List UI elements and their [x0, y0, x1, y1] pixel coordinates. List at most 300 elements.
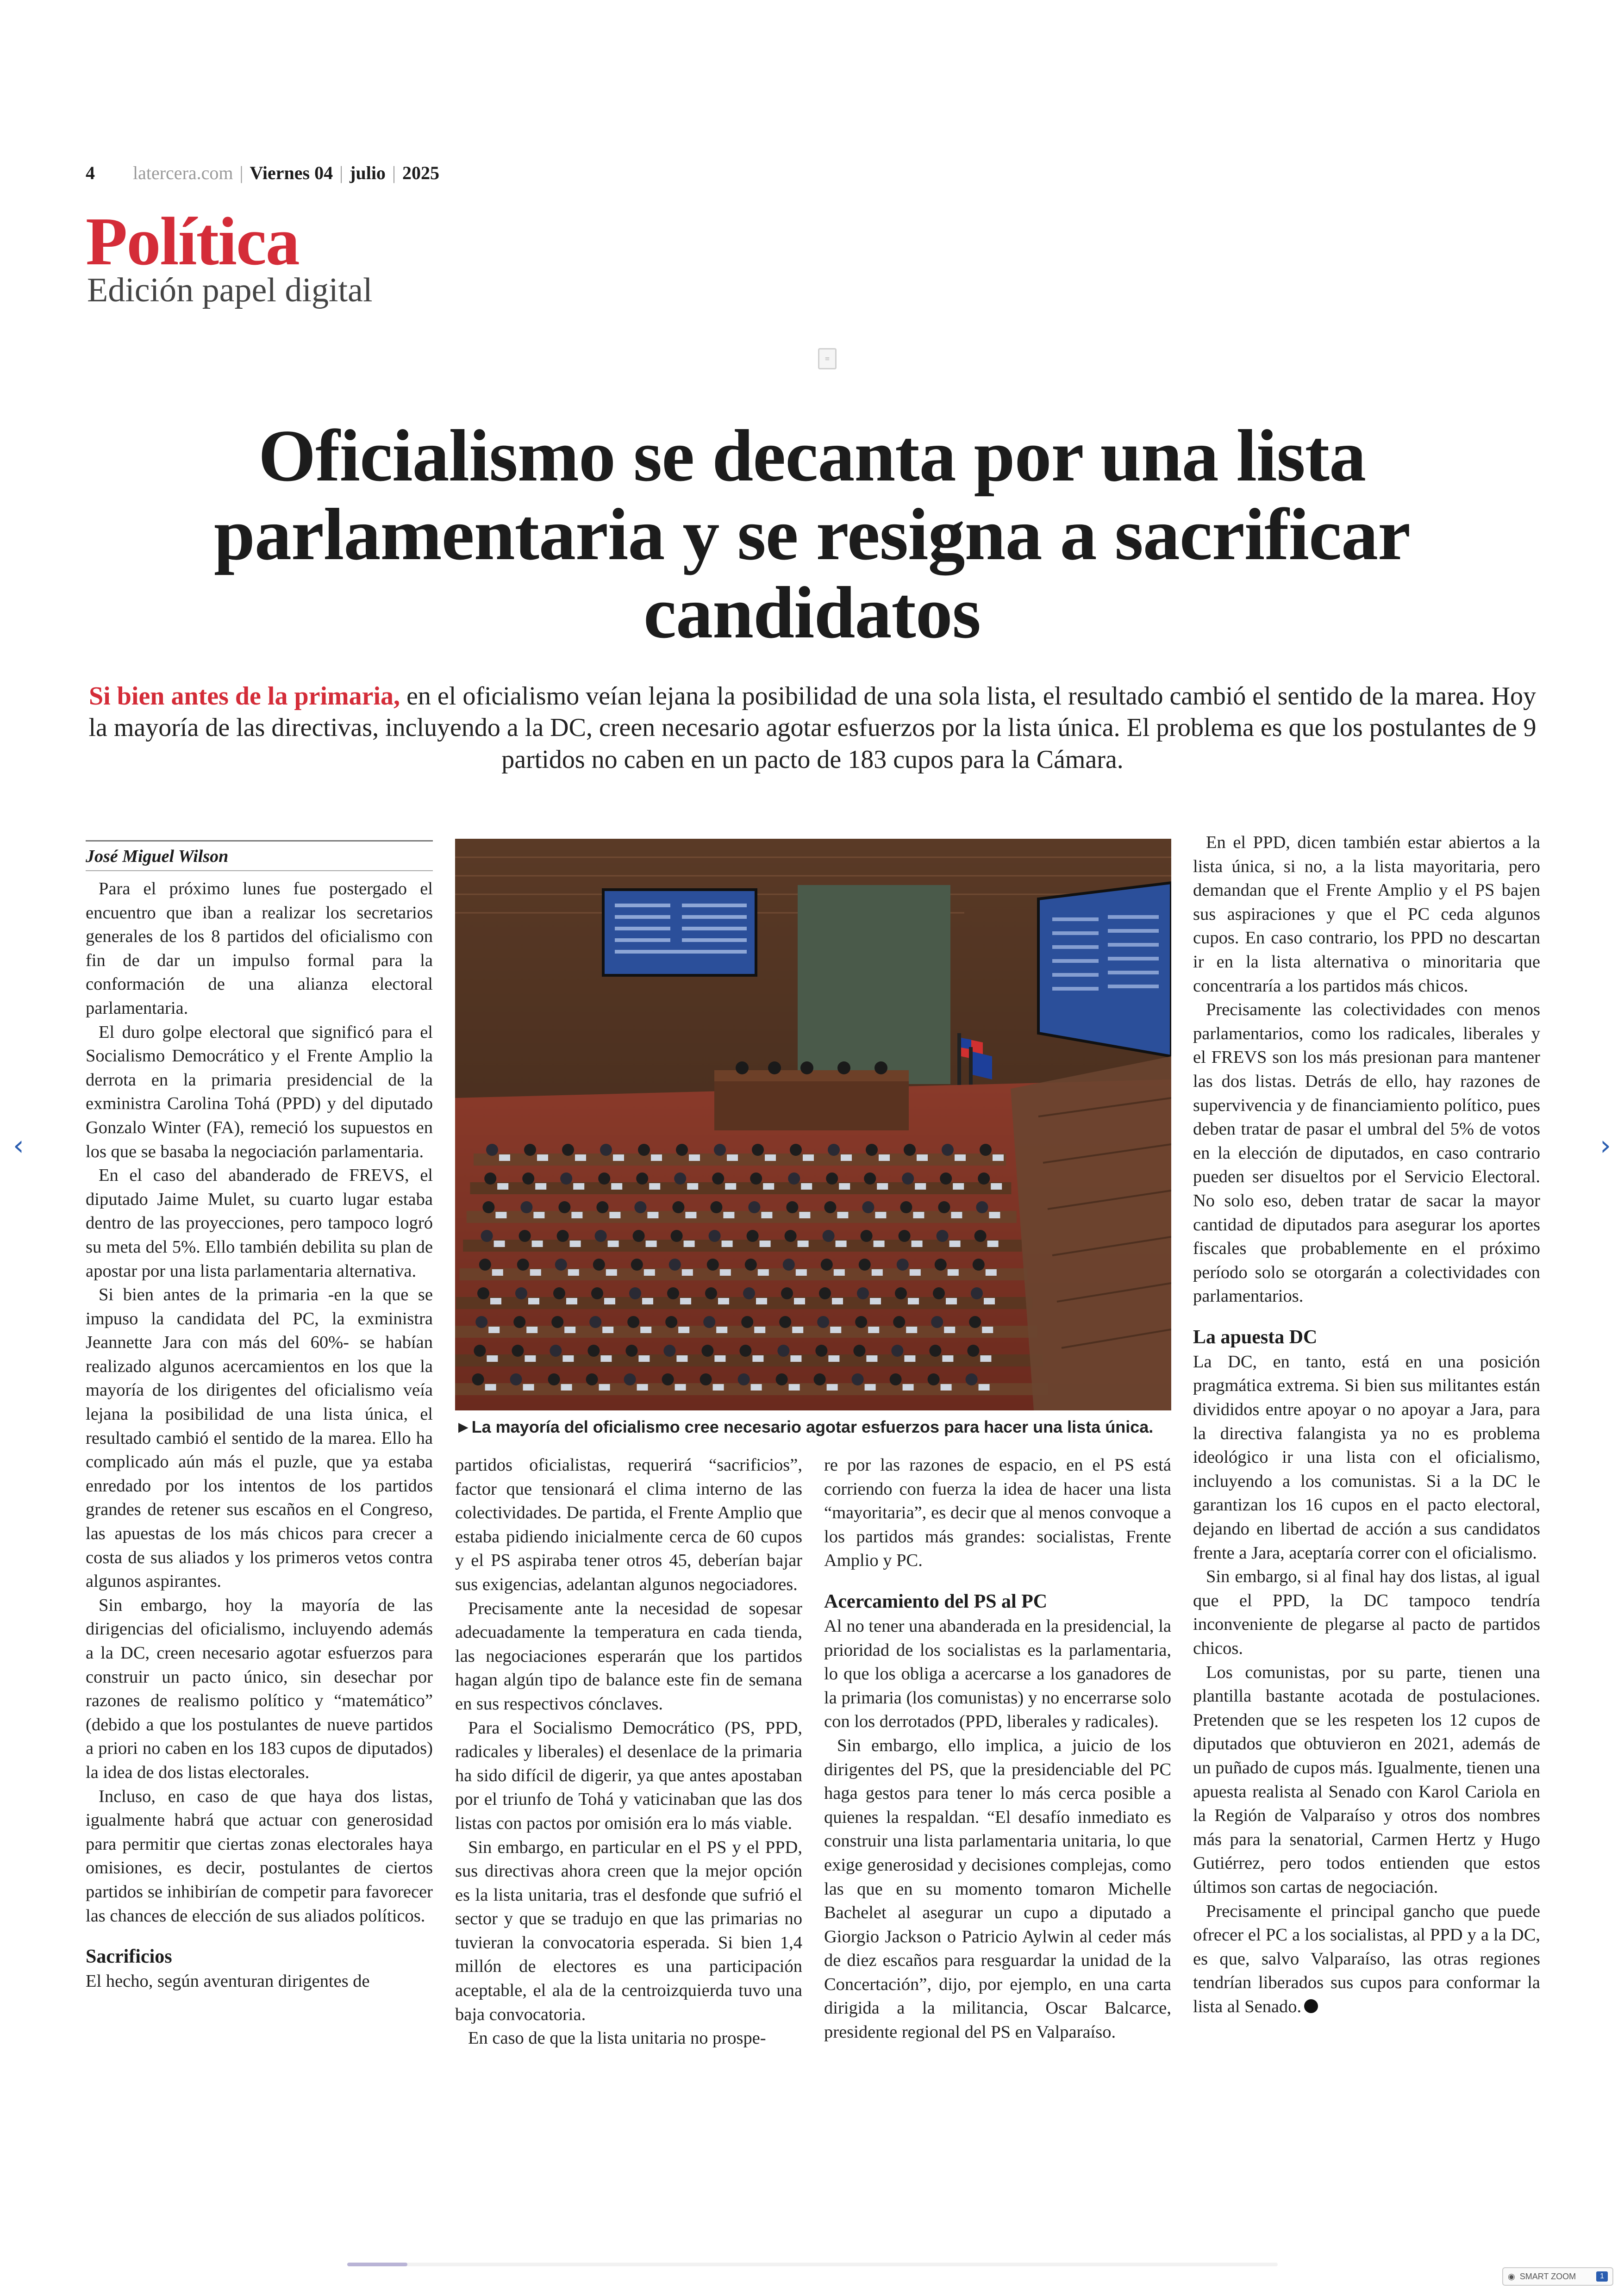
seated-person [966, 1373, 978, 1385]
paragraph: Precisamente las colectividades con menos parlamentarios, como los radicales, liberales y el FREVS son los más presionan para mantener las dos listas. Detrás de ello, hay razones de supervivencia y de financiamiento político, pues deben tratar de pasar el umbral del 5% de votos en la elección de diputados, en caso contrario pueden ser disueltos por el Servicio Electoral. No solo eso, deben tratar de sacar la mayor cantidad de diputados para asegurar los aportes fiscales que probablemente en el próximo período solo se otorgarán a colectividades con parlamentarios. [1193, 1000, 1540, 1306]
desk-monitor [492, 1269, 503, 1276]
desk-monitor [680, 1298, 691, 1304]
seated-person [781, 1287, 793, 1299]
desk-monitor [756, 1298, 767, 1304]
desk-monitor [941, 1384, 952, 1391]
desk-monitor [874, 1241, 885, 1247]
seated-person [864, 1172, 876, 1185]
seated-person [593, 1259, 605, 1271]
desk-monitor [684, 1241, 695, 1247]
desk-monitor [754, 1327, 765, 1333]
seated-person [969, 1316, 981, 1328]
seated-person [624, 1373, 636, 1385]
paragraph: En el PPD, dicen también estar abiertos a la lista única, si no, a la lista mayoritaria, pero demandan que el Frente Amplio y el PS bajen sus aspiraciones y que el PC ceda algunos cupos. En caso contrario, los PPD no descartan ir en la lista alternativa o minoritaria que concentraría a los partidos más chicos. [1193, 833, 1540, 996]
desk-monitor [608, 1241, 619, 1247]
paragraph: Sin embargo, ello implica, a juicio de los dirigentes del PS, que la presidenciable del PC haga gestos para tener lo más cerca posible a quienes la respaldan. “El desafío inmediato es construir una lista parlamentaria unitaria, lo que exige generosidad y decisiones complejas, como las que en su momento tomaron Michelle Bachelet al asegurar un cupo a diputado a Giorgio Jackson o Patricio Aylwin al ceder más de diez escaños para resguardar la unidad de la Concertación”, dijo, por ejemplo, en una carta dirigida a la militancia, Oscar Balcarce, presidente regional del PS en Valparaíso. [824, 1735, 1171, 2042]
seated-person [482, 1201, 494, 1213]
desk-monitor [611, 1183, 622, 1190]
seated-person [484, 1172, 496, 1185]
seated-person [562, 1144, 574, 1156]
desk-monitor [646, 1241, 657, 1247]
seated-person [633, 1230, 645, 1242]
desk-monitor [984, 1298, 995, 1304]
seated-person [522, 1172, 534, 1185]
desk-monitor [912, 1241, 923, 1247]
desk-monitor [642, 1298, 653, 1304]
desk-row [455, 1354, 1043, 1366]
desk-monitor [570, 1241, 581, 1247]
seated-person [555, 1259, 567, 1271]
seated-person [819, 1287, 831, 1299]
seated-person [512, 1345, 524, 1357]
seated-person [967, 1345, 979, 1357]
desk-monitor [490, 1298, 501, 1304]
desk-monitor [494, 1241, 505, 1247]
desk-monitor [575, 1154, 586, 1161]
desk-monitor [530, 1269, 541, 1276]
desk-monitor [760, 1241, 771, 1247]
desk-monitor [495, 1212, 506, 1218]
seated-person [714, 1144, 726, 1156]
desk-monitor [638, 1355, 650, 1362]
seated-person [743, 1287, 755, 1299]
seated-person [777, 1345, 789, 1357]
desk-monitor [485, 1384, 496, 1391]
seated-person [663, 1345, 675, 1357]
desk-monitor [637, 1384, 648, 1391]
article-column-3 [824, 1453, 1171, 2045]
divider: | [239, 162, 244, 183]
desk-monitor [832, 1298, 843, 1304]
desk-monitor [982, 1327, 993, 1333]
desk-monitor [561, 1384, 572, 1391]
seated-person [709, 1230, 721, 1242]
desk-monitor [526, 1327, 537, 1333]
desk-monitor [651, 1154, 662, 1161]
seated-person [700, 1373, 712, 1385]
paragraph: Si bien antes de la primaria -en la que se impuso la candidata del PC, la exministra Jeannette Jara con más del 60%- se habían realizado algunos acercamientos en los que la mayoría de los dirigentes del oficialismo veía lejana la posibilidad de una lista única, el resultado cambió el sentido de la marea. Ello ha complicado aún más el puzle, que ya estaba enredado por los intentos de los partidos grandes de retener sus escaños en el Congreso, las apuestas de los más chicos para crecer a costa de sus aliados y los primeros vetos contra algunos aspirantes. [86, 1285, 433, 1591]
subhead-sacrificios: Sacrificios [86, 1946, 172, 1968]
seated-person [815, 1345, 827, 1357]
desk-monitor [865, 1384, 876, 1391]
seated-person [853, 1345, 865, 1357]
seated-person [862, 1201, 874, 1213]
seated-person [897, 1259, 909, 1271]
desk-monitor [644, 1269, 655, 1276]
desk-monitor [713, 1384, 724, 1391]
desk-monitor [980, 1355, 991, 1362]
paragraph: partidos oficialistas, requerirá “sacrificios”, factor que tensionará el clima interno de las colectividades. De partida, el Frente Amplio que estaba pidiendo inicialmente cerca de 60 cupos y el PS aspiraba tener otros 45, deberían bajar sus exigencias, adelantan algunos negociadores. [455, 1455, 802, 1594]
subhead-apuesta-dc: La apuesta DC [1193, 1326, 1318, 1348]
site-name: latercera.com [133, 162, 233, 183]
seated-person [739, 1345, 751, 1357]
seated-person [477, 1287, 489, 1299]
seated-person [674, 1172, 686, 1185]
page-number: 4 [86, 162, 95, 183]
desk-monitor [904, 1355, 915, 1362]
divider: | [339, 162, 344, 183]
desk-monitor [906, 1327, 917, 1333]
desk-monitor [979, 1384, 990, 1391]
chevron-left-icon[interactable]: ‹ [13, 1129, 24, 1162]
article-column-4 [1193, 831, 1540, 2019]
seated-person [481, 1230, 493, 1242]
seated-person [557, 1230, 569, 1242]
seated-person [634, 1201, 646, 1213]
seated-person [933, 1287, 945, 1299]
seated-person [928, 1373, 940, 1385]
seated-person [931, 1316, 943, 1328]
desk-monitor [566, 1298, 577, 1304]
desk-monitor [649, 1183, 660, 1190]
seated-person [587, 1345, 600, 1357]
desk-monitor [834, 1269, 845, 1276]
desk-monitor [497, 1183, 508, 1190]
seated-person [826, 1172, 838, 1185]
desk-monitor [765, 1154, 776, 1161]
page-indicator: 1 [1596, 2271, 1608, 2282]
seated-person [712, 1172, 724, 1185]
seated-person [474, 1345, 486, 1357]
seated-person [976, 1201, 988, 1213]
page-folio [86, 162, 439, 184]
desk-monitor [689, 1154, 700, 1161]
paragraph: Para el próximo lunes fue postergado el encuentro que iban a realizar los secretarios generales de los 8 partidos del oficialismo con fin de dar un impulso formal para la conformación de una alianza electoral parlamentaria. [86, 879, 433, 1018]
seated-person [598, 1172, 610, 1185]
seated-person [676, 1144, 688, 1156]
desk-monitor [727, 1154, 738, 1161]
seated-person [475, 1316, 487, 1328]
seated-person [779, 1316, 791, 1328]
seated-person [671, 1230, 683, 1242]
desk-monitor [837, 1212, 848, 1218]
desk-monitor [830, 1327, 841, 1333]
paragraph [1193, 1900, 1540, 2019]
seated-person [776, 1373, 788, 1385]
desk-monitor [841, 1154, 852, 1161]
paragraph: Precisamente ante la necesidad de sopesar adecuadamente la temperatura en cada tienda, las negociaciones esperarán que los partidos hagan algún tipo de balance este fin de semana en sus respectivos cónclaves. [455, 1598, 802, 1714]
seated-person [940, 1172, 952, 1185]
desk-row [470, 1182, 1011, 1194]
seated-person [479, 1259, 491, 1271]
desk-monitor [602, 1327, 613, 1333]
desk-monitor [488, 1327, 500, 1333]
desk-monitor [917, 1154, 928, 1161]
seated-person [852, 1373, 864, 1385]
desk-monitor [675, 1384, 686, 1391]
desk-monitor [799, 1212, 810, 1218]
desk-monitor [915, 1183, 926, 1190]
desk-monitor [562, 1355, 574, 1362]
seated-person [980, 1144, 992, 1156]
paragraph: El hecho, según aventuran dirigentes de [86, 1971, 370, 1991]
seated-person [895, 1287, 907, 1299]
desk-monitor [866, 1355, 877, 1362]
desk-monitor [877, 1183, 888, 1190]
desk-monitor [685, 1212, 696, 1218]
eye-icon: ◉ [1508, 2271, 1515, 2281]
desk-monitor [991, 1183, 1002, 1190]
seated-person [710, 1201, 722, 1213]
desk-monitor [872, 1269, 883, 1276]
seated-person [935, 1259, 947, 1271]
desk-monitor [792, 1327, 803, 1333]
desk-monitor [604, 1298, 615, 1304]
page-scrollbar[interactable] [347, 2263, 1278, 2266]
desk-monitor [599, 1384, 610, 1391]
paragraph: Al no tener una abanderada en la presidencial, la prioridad de los socialistas es la parlamentaria, lo que los obliga a acercarse a los ganadores de la primaria (los comunistas) y no encerrarse solo con los derrotados (PPD, liberales y radicales). [824, 1616, 1171, 1732]
chevron-right-icon[interactable]: › [1600, 1129, 1611, 1162]
seated-person [550, 1345, 562, 1357]
desk-row [463, 1240, 1022, 1252]
seated-person [750, 1172, 762, 1185]
article-column-2 [455, 1453, 802, 2051]
paragraph: Sin embargo, si al final hay dos listas, al igual que el PPD, la DC tampoco tendría inconveniente de plegarse al pacto de partidos chicos. [1193, 1567, 1540, 1658]
desk-monitor [761, 1212, 772, 1218]
seated-person [785, 1230, 797, 1242]
seated-person [586, 1373, 598, 1385]
desk-monitor [910, 1269, 921, 1276]
desk-monitor [798, 1241, 809, 1247]
desk-monitor [535, 1183, 546, 1190]
seated-person [786, 1201, 798, 1213]
desk-monitor [951, 1212, 962, 1218]
article-photo [455, 839, 1171, 1410]
desk-monitor [948, 1269, 959, 1276]
paragraph: Sin embargo, hoy la mayoría de las dirigencias del oficialismo, incluyendo además a la DC, creen necesario agotar esfuerzos para construir un pacto único, sin desechar por razones de realismo político y “matemático” (debido a que los postulantes de nueve partidos a priori no caben en los 183 cupos de diputados) la idea de dos listas electorales. [86, 1595, 433, 1782]
issue-date: Viernes 04 [250, 162, 333, 183]
paragraph: El duro golpe electoral que significó para el Socialismo Democrático y el Frente Amplio la derrota en la primaria presidencial de la exministra Carolina Tohá (PPD) y del diputado Gonzalo Winter (FA), remeció los supuestos en los que se basaba la negociación parlamentaria. [86, 1022, 433, 1161]
seated-person [558, 1201, 570, 1213]
seated-person [524, 1144, 536, 1156]
desk-monitor [946, 1298, 957, 1304]
subhead-acercamiento: Acercamiento del PS al PC [824, 1590, 1048, 1612]
seated-person [821, 1259, 833, 1271]
article-headline: Oficialismo se decanta por una lista parlamentaria y se resigna a sacrificar candidatos [213, 414, 1411, 654]
seated-person [589, 1316, 601, 1328]
seated-person [788, 1172, 800, 1185]
scrollbar-thumb[interactable] [347, 2263, 407, 2266]
desk-monitor [687, 1183, 698, 1190]
desk-monitor [600, 1355, 612, 1362]
issue-year: 2025 [402, 162, 439, 183]
seated-person [783, 1259, 795, 1271]
seated-person [891, 1345, 903, 1357]
seated-person [667, 1287, 679, 1299]
seated-person [513, 1316, 525, 1328]
desk-monitor [487, 1355, 498, 1362]
desk-monitor [868, 1327, 879, 1333]
desk-monitor [568, 1269, 579, 1276]
desk-monitor [763, 1183, 774, 1190]
seated-person [551, 1316, 563, 1328]
seated-person [857, 1287, 869, 1299]
desk-monitor [913, 1212, 924, 1218]
desk-monitor [879, 1154, 890, 1161]
seated-person [978, 1172, 990, 1185]
desk-monitor [953, 1183, 964, 1190]
desk-monitor [528, 1298, 539, 1304]
seated-person [971, 1287, 983, 1299]
seated-person [510, 1373, 522, 1385]
desk-monitor [875, 1212, 886, 1218]
desk-monitor [571, 1212, 582, 1218]
seated-person [631, 1259, 643, 1271]
paragraph: En caso de que la lista unitaria no prospe- [468, 2028, 766, 2048]
desk-monitor [986, 1269, 997, 1276]
desk-monitor [676, 1355, 687, 1362]
seated-person [519, 1230, 531, 1242]
desk-monitor [839, 1183, 850, 1190]
desk-monitor [533, 1212, 544, 1218]
desk-monitor [989, 1212, 1000, 1218]
seated-person [672, 1201, 684, 1213]
seated-person [790, 1144, 802, 1156]
seated-person [899, 1230, 911, 1242]
seated-person [974, 1230, 987, 1242]
seated-person [741, 1316, 753, 1328]
seated-person [937, 1230, 949, 1242]
desk-monitor [801, 1183, 812, 1190]
desk-monitor [718, 1298, 729, 1304]
desk-monitor [532, 1241, 543, 1247]
desk-monitor [573, 1183, 584, 1190]
paragraph: re por las razones de espacio, en el PS está corriendo con fuerza la idea de hacer una lista “mayoritaria”, es decir que al menos convoque a los partidos más grandes: socialistas, Frente Amplio y PC. [824, 1455, 1171, 1571]
desk-monitor [647, 1212, 658, 1218]
desk-monitor [789, 1384, 800, 1391]
issue-month: julio [350, 162, 386, 183]
desk-monitor [790, 1355, 801, 1362]
seated-person [472, 1373, 484, 1385]
desk-monitor [722, 1241, 733, 1247]
seated-person [929, 1345, 941, 1357]
page-thumbnail-icon[interactable]: ≡ [818, 348, 837, 369]
desk-monitor [714, 1355, 725, 1362]
desk-monitor [870, 1298, 881, 1304]
seated-person [636, 1172, 648, 1185]
seated-person [938, 1201, 950, 1213]
paragraph: Para el Socialismo Democrático (PS, PPD, radicales y liberales) el desenlace de la primaria ha sido difícil de digerir, ya que antes apostaban por el triunfo de Tohá y vaticinaban que las dos listas con pactos por omisión era lo más viable. [455, 1718, 802, 1833]
desk-monitor [678, 1327, 689, 1333]
seated-person [705, 1287, 717, 1299]
desk-monitor [723, 1212, 734, 1218]
seated-person [707, 1259, 719, 1271]
desk-monitor [903, 1384, 914, 1391]
seated-person [855, 1316, 867, 1328]
desk-monitor [828, 1355, 839, 1362]
zoom-label: SMART ZOOM [1519, 2271, 1576, 2281]
seated-person [859, 1259, 871, 1271]
paragraph-text: Precisamente el principal gancho que puede ofrecer el PC a los socialistas, al PPD y a la DC, es que, salvo Valparaíso, las otras regiones tendrían liberados sus cupos para conformar la lista al Senado. [1193, 1901, 1540, 2016]
seated-person [861, 1230, 873, 1242]
seated-person [866, 1144, 878, 1156]
seated-person [738, 1373, 750, 1385]
photo-caption: ►La mayoría del oficialismo cree necesario agotar esfuerzos para hacer una lista única. [455, 1417, 1154, 1436]
dek-lead: Si bien antes de la primaria, [89, 682, 400, 711]
desk-monitor [827, 1384, 838, 1391]
desk-monitor [796, 1269, 807, 1276]
desk-monitor [525, 1355, 536, 1362]
seated-person [828, 1144, 840, 1156]
desk-monitor [949, 1241, 961, 1247]
paragraph: Incluso, en caso de que haya dos listas, igualmente habrá que actuar con generosidad para permitir que ciertas zonas electorales haya omisiones, es decir, postulantes de ciertos partidos se inhibirían de competir para favorecer las chances de elección de sus aliados políticos. [86, 1786, 433, 1926]
desk-monitor [836, 1241, 847, 1247]
seated-person [515, 1287, 527, 1299]
desk-monitor [944, 1327, 955, 1333]
desk-monitor [751, 1384, 762, 1391]
seated-person [973, 1259, 985, 1271]
seated-person [520, 1201, 532, 1213]
paragraph: Los comunistas, por su parte, tienen una plantilla bastante acotada de postulaciones. Pretenden que se les respeten los 12 cupos de diputados que obtuvieron en 2021, además de un puñado de cupos más. Igualmente, tienen una apuesta realista al Senado con Karol Cariola en la Región de Valparaíso y otros dos nombres más para la senatorial, Carmen Hertz y Hugo Gutiérrez, pero todos entienden que estos últimos son cartas de negociación. [1193, 1662, 1540, 1897]
desk-row [467, 1211, 1017, 1223]
paragraph: Sin embargo, en particular en el PS y el PPD, sus directivas ahora creen que la mejor opción es la lista unitaria, tras el desfonde que sufrió el sector y que se tradujo en que las primarias no tuvieran la convocatoria esperada. Si bien 1,4 millón de electores es una participación aceptable, el ala de la centroizquierda tuvo una baja convocatoria. [455, 1837, 802, 2024]
seated-person [701, 1345, 713, 1357]
desk-monitor [987, 1241, 999, 1247]
seated-person [665, 1316, 677, 1328]
desk-monitor [955, 1154, 966, 1161]
seated-person [703, 1316, 715, 1328]
desk-monitor [942, 1355, 953, 1362]
seated-person [629, 1287, 641, 1299]
smart-zoom-control[interactable] [1502, 2267, 1613, 2286]
seated-person [560, 1172, 572, 1185]
desk-monitor [716, 1327, 727, 1333]
seated-person [548, 1373, 560, 1385]
seated-person [486, 1144, 498, 1156]
seated-person [814, 1373, 826, 1385]
seated-person [902, 1172, 914, 1185]
seated-person [890, 1373, 902, 1385]
seated-person [627, 1316, 639, 1328]
paragraph: En el caso del abanderado de FREVS, el diputado Jaime Mulet, su cuarto lugar estaba dentro de las proyecciones, pero tampoco logró su meta del 5%. Ello también debilita su plan de apostar por una lista parlamentaria alternativa. [86, 1166, 433, 1281]
desk-monitor [803, 1154, 814, 1161]
dek-text: en el oficialismo veían lejana la posibilidad de una sola lista, el resultado cambió el sentido de la marea. Hoy la mayoría de las directivas, incluyendo a la DC, creen necesario agotar esfuerzos por la lista única. El problema es que los postulantes de 9 partidos no caben en un pacto de 183 cupos para la Cámara. [88, 682, 1537, 774]
seated-person [662, 1373, 674, 1385]
desk-monitor [640, 1327, 651, 1333]
seated-person [942, 1144, 954, 1156]
seated-person [900, 1201, 912, 1213]
seated-person [747, 1230, 759, 1242]
divider: | [392, 162, 396, 183]
chamber-photo-illustration [455, 839, 1171, 1410]
seated-person [904, 1144, 916, 1156]
seated-person [591, 1287, 603, 1299]
desk-monitor [682, 1269, 693, 1276]
end-mark-icon [1304, 1999, 1318, 2013]
seated-person [748, 1201, 760, 1213]
article-column-1 [86, 877, 433, 1994]
desk-monitor [993, 1154, 1004, 1161]
seated-person [817, 1316, 829, 1328]
desk-monitor [523, 1384, 534, 1391]
paragraph: La DC, en tanto, está en una posición pragmática extrema. Si bien sus militantes están divididos entre apoyar o no apoyar a Jara, para la directiva falangista ya no es problema ideológico ir una lista con el oficialismo, incluyendo a los comunistas. Si a la DC le garantizan los 16 cupos en el pacto electoral, dejando en libertad de acción a sus candidatos frente a Jara, aceptaría correr con el oficialismo. [1193, 1352, 1540, 1563]
seated-person [600, 1144, 612, 1156]
desk-monitor [499, 1154, 510, 1161]
edition-label: Edición papel digital [87, 271, 373, 309]
section-title: Política [86, 204, 299, 280]
desk-monitor [758, 1269, 769, 1276]
desk-monitor [725, 1183, 736, 1190]
seated-person [669, 1259, 681, 1271]
seated-person [596, 1201, 608, 1213]
desk-monitor [609, 1212, 620, 1218]
seated-person [893, 1316, 905, 1328]
seated-person [595, 1230, 607, 1242]
desk-monitor [564, 1327, 575, 1333]
seated-person [638, 1144, 650, 1156]
desk-monitor [908, 1298, 919, 1304]
desk-monitor [720, 1269, 731, 1276]
